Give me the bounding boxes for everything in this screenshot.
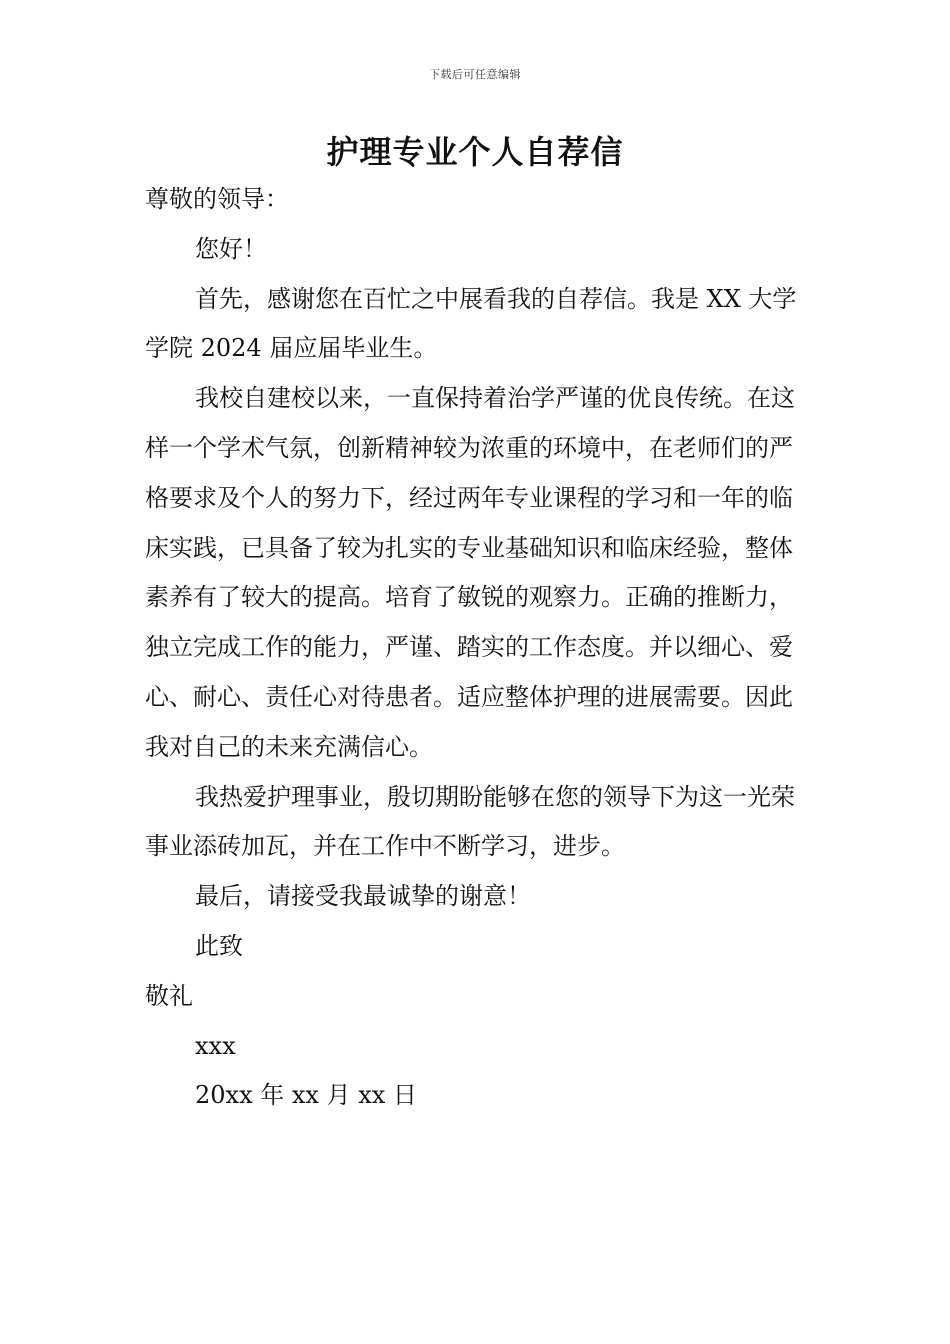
paragraph-aspiration: 我热爱护理事业，殷切期盼能够在您的领导下为这一光荣事业添砖加瓦，并在工作中不断学习，进步。 (145, 782, 795, 861)
signature: xxx (195, 1031, 236, 1060)
document-title: 护理专业个人自荐信 (326, 133, 624, 171)
paragraph-intro: 首先，感谢您在百忙之中展看我的自荐信。我是 XX 大学学院 2024 届应届毕业生。 (145, 284, 797, 363)
closing-line-1: 此致 (195, 931, 243, 960)
paragraph-thanks: 最后，请接受我最诚挚的谢意！ (195, 882, 531, 911)
date: 20xx 年 xx 月 xx 日 (195, 1081, 417, 1110)
header-note: 下载后可任意编辑 (429, 68, 521, 81)
greeting: 您好！ (195, 234, 267, 263)
closing-line-2: 敬礼 (145, 981, 193, 1010)
letter-body (145, 175, 810, 1121)
salutation: 尊敬的领导： (145, 185, 289, 213)
paragraph-background: 我校自建校以来，一直保持着治学严谨的优良传统。在这样一个学术气氛，创新精神较为浓重的环境中，在老师们的严格要求及个人的努力下，经过两年专业课程的学习和一年的临床实践，已具备了较为扎实的专业基础知识和临床经验，整体素养有了较大的提高。培育了敏锐的观察力。正确的推断力，独立完成工作的能力，严谨、踏实的工作态度。并以细心、爱心、耐心、责任心对待患者。适应整体护理的进展需要。因此我对自己的未来充满信心。 (145, 384, 795, 761)
